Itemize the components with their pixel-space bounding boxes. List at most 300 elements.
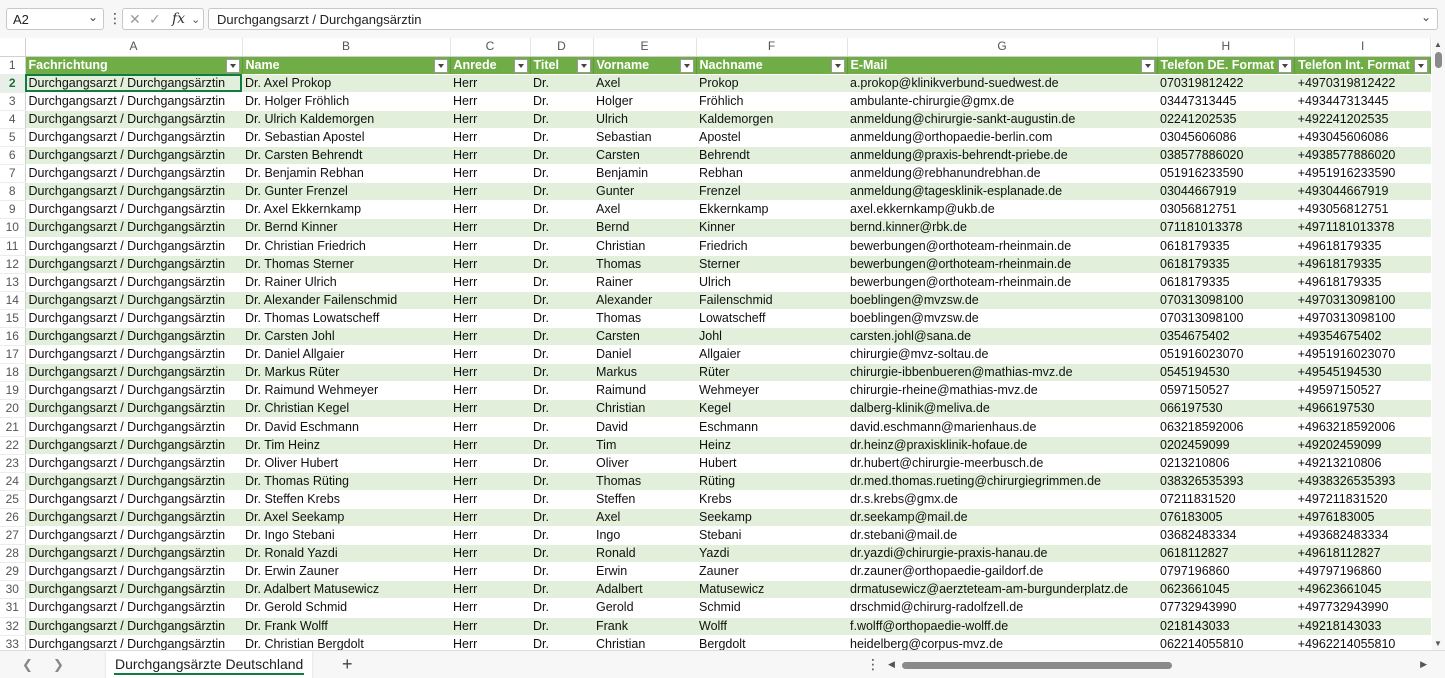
table-cell[interactable]: +49618179335: [1295, 273, 1431, 291]
table-cell[interactable]: Dr.: [530, 309, 593, 327]
next-sheet-icon[interactable]: ❯: [53, 657, 64, 672]
table-cell[interactable]: Herr: [450, 436, 530, 454]
table-cell[interactable]: Ulrich: [696, 273, 847, 291]
table-cell[interactable]: Herr: [450, 201, 530, 219]
table-header-cell[interactable]: [696, 56, 847, 74]
table-cell[interactable]: Dr. Thomas Sterner: [242, 255, 450, 273]
table-cell[interactable]: 076183005: [1157, 508, 1295, 526]
table-cell[interactable]: Dr. Christian Bergdolt: [242, 635, 450, 650]
table-cell[interactable]: Herr: [450, 328, 530, 346]
table-cell[interactable]: Dr. Thomas Rüting: [242, 472, 450, 490]
table-cell[interactable]: Fröhlich: [696, 92, 847, 110]
table-cell[interactable]: Dr. Bernd Kinner: [242, 219, 450, 237]
table-cell[interactable]: Herr: [450, 400, 530, 418]
column-header-h[interactable]: H: [1157, 38, 1295, 56]
table-cell[interactable]: Wolff: [696, 617, 847, 635]
table-cell[interactable]: Dr.: [530, 382, 593, 400]
row-number[interactable]: 18: [0, 364, 25, 382]
table-cell[interactable]: Rüter: [696, 364, 847, 382]
table-cell[interactable]: Axel: [593, 74, 696, 92]
table-cell[interactable]: Alexander: [593, 291, 696, 309]
table-cell[interactable]: +493447313445: [1295, 92, 1431, 110]
table-cell[interactable]: Rebhan: [696, 165, 847, 183]
row-number[interactable]: 6: [0, 147, 25, 165]
table-cell[interactable]: Herr: [450, 599, 530, 617]
row-number[interactable]: 11: [0, 237, 25, 255]
filter-dropdown-icon[interactable]: [226, 59, 240, 73]
table-cell[interactable]: 0545194530: [1157, 364, 1295, 382]
table-cell[interactable]: 066197530: [1157, 400, 1295, 418]
table-cell[interactable]: +49618112827: [1295, 545, 1431, 563]
table-cell[interactable]: 038577886020: [1157, 147, 1295, 165]
table-cell[interactable]: Steffen: [593, 490, 696, 508]
table-cell[interactable]: +493044667919: [1295, 183, 1431, 201]
table-cell[interactable]: Dr.: [530, 165, 593, 183]
table-cell[interactable]: Herr: [450, 454, 530, 472]
table-cell[interactable]: Benjamin: [593, 165, 696, 183]
table-cell[interactable]: Hubert: [696, 454, 847, 472]
table-cell[interactable]: bernd.kinner@rbk.de: [847, 219, 1157, 237]
row-number[interactable]: 16: [0, 328, 25, 346]
row-number[interactable]: 32: [0, 617, 25, 635]
table-cell[interactable]: +493045606086: [1295, 128, 1431, 146]
table-cell[interactable]: Herr: [450, 92, 530, 110]
table-cell[interactable]: 063218592006: [1157, 418, 1295, 436]
table-cell[interactable]: Dr.: [530, 400, 593, 418]
table-cell[interactable]: 0213210806: [1157, 454, 1295, 472]
table-cell[interactable]: Oliver: [593, 454, 696, 472]
table-cell[interactable]: Dr.: [530, 545, 593, 563]
row-number[interactable]: 21: [0, 418, 25, 436]
table-cell[interactable]: Eschmann: [696, 418, 847, 436]
table-cell[interactable]: Dr. Steffen Krebs: [242, 490, 450, 508]
table-cell[interactable]: Dr. Oliver Hubert: [242, 454, 450, 472]
active-cell[interactable]: Durchgangsarzt / Durchgangsärztin: [25, 74, 242, 92]
table-cell[interactable]: 070313098100: [1157, 291, 1295, 309]
name-box[interactable]: [6, 8, 104, 30]
table-cell[interactable]: Carsten: [593, 147, 696, 165]
table-cell[interactable]: Dr. Benjamin Rebhan: [242, 165, 450, 183]
table-cell[interactable]: Dr.: [530, 219, 593, 237]
vertical-scrollbar[interactable]: [1432, 38, 1445, 650]
table-cell[interactable]: 07732943990: [1157, 599, 1295, 617]
table-cell[interactable]: Heinz: [696, 436, 847, 454]
scroll-down-icon[interactable]: ▼: [1434, 639, 1442, 648]
prev-sheet-icon[interactable]: ❮: [22, 657, 33, 672]
table-cell[interactable]: Zauner: [696, 563, 847, 581]
table-cell[interactable]: 0618179335: [1157, 273, 1295, 291]
table-cell[interactable]: Raimund: [593, 382, 696, 400]
table-cell[interactable]: chirurgie-ibbenbueren@mathias-mvz.de: [847, 364, 1157, 382]
cancel-icon[interactable]: ✕: [129, 11, 141, 27]
table-cell[interactable]: Kegel: [696, 400, 847, 418]
table-cell[interactable]: Durchgangsarzt / Durchgangsärztin: [25, 201, 242, 219]
table-cell[interactable]: Dr.: [530, 508, 593, 526]
table-cell[interactable]: Dr. David Eschmann: [242, 418, 450, 436]
table-cell[interactable]: Dr. Holger Fröhlich: [242, 92, 450, 110]
table-cell[interactable]: Herr: [450, 110, 530, 128]
table-cell[interactable]: Dr. Rainer Ulrich: [242, 273, 450, 291]
table-cell[interactable]: Dr.: [530, 635, 593, 650]
table-cell[interactable]: +49213210806: [1295, 454, 1431, 472]
table-cell[interactable]: Durchgangsarzt / Durchgangsärztin: [25, 165, 242, 183]
column-header-c[interactable]: C: [450, 38, 530, 56]
scroll-up-icon[interactable]: ▲: [1434, 40, 1442, 49]
table-cell[interactable]: Herr: [450, 490, 530, 508]
table-cell[interactable]: +4938577886020: [1295, 147, 1431, 165]
row-number[interactable]: 22: [0, 436, 25, 454]
column-header-b[interactable]: B: [242, 38, 450, 56]
table-cell[interactable]: Herr: [450, 255, 530, 273]
table-cell[interactable]: +4951916233590: [1295, 165, 1431, 183]
table-cell[interactable]: Durchgangsarzt / Durchgangsärztin: [25, 545, 242, 563]
table-cell[interactable]: Durchgangsarzt / Durchgangsärztin: [25, 599, 242, 617]
table-cell[interactable]: Dr. Thomas Lowatscheff: [242, 309, 450, 327]
table-cell[interactable]: +493682483334: [1295, 527, 1431, 545]
filter-dropdown-icon[interactable]: [680, 59, 694, 73]
table-cell[interactable]: 03045606086: [1157, 128, 1295, 146]
row-number[interactable]: 15: [0, 309, 25, 327]
table-cell[interactable]: 038326535393: [1157, 472, 1295, 490]
table-cell[interactable]: +49623661045: [1295, 581, 1431, 599]
scroll-right-icon[interactable]: ▶: [1420, 659, 1427, 669]
table-cell[interactable]: Durchgangsarzt / Durchgangsärztin: [25, 219, 242, 237]
horizontal-scroll-thumb[interactable]: [902, 662, 1172, 669]
table-cell[interactable]: +4970313098100: [1295, 309, 1431, 327]
table-cell[interactable]: Christian: [593, 237, 696, 255]
table-cell[interactable]: Durchgangsarzt / Durchgangsärztin: [25, 309, 242, 327]
table-cell[interactable]: Durchgangsarzt / Durchgangsärztin: [25, 291, 242, 309]
table-cell[interactable]: ambulante-chirurgie@gmx.de: [847, 92, 1157, 110]
table-cell[interactable]: Failenschmid: [696, 291, 847, 309]
formula-input[interactable]: [208, 8, 1438, 30]
table-cell[interactable]: Herr: [450, 291, 530, 309]
column-header-g[interactable]: G: [847, 38, 1157, 56]
table-cell[interactable]: dr.med.thomas.rueting@chirurgiegrimmen.de: [847, 472, 1157, 490]
table-cell[interactable]: Durchgangsarzt / Durchgangsärztin: [25, 128, 242, 146]
table-cell[interactable]: anmeldung@chirurgie-sankt-augustin.de: [847, 110, 1157, 128]
table-cell[interactable]: Christian: [593, 400, 696, 418]
table-cell[interactable]: +497732943990: [1295, 599, 1431, 617]
table-header-cell[interactable]: [1295, 56, 1431, 74]
table-cell[interactable]: Holger: [593, 92, 696, 110]
row-number[interactable]: 17: [0, 346, 25, 364]
table-cell[interactable]: Bergdolt: [696, 635, 847, 650]
table-cell[interactable]: 0623661045: [1157, 581, 1295, 599]
table-cell[interactable]: Ulrich: [593, 110, 696, 128]
table-cell[interactable]: Rüting: [696, 472, 847, 490]
table-cell[interactable]: +4970313098100: [1295, 291, 1431, 309]
table-cell[interactable]: Dr.: [530, 454, 593, 472]
row-number[interactable]: 7: [0, 165, 25, 183]
table-cell[interactable]: Dr.: [530, 490, 593, 508]
table-cell[interactable]: Durchgangsarzt / Durchgangsärztin: [25, 635, 242, 650]
table-cell[interactable]: 03682483334: [1157, 527, 1295, 545]
table-cell[interactable]: Sebastian: [593, 128, 696, 146]
table-cell[interactable]: Allgaier: [696, 346, 847, 364]
table-cell[interactable]: Dr.: [530, 328, 593, 346]
row-number[interactable]: 4: [0, 110, 25, 128]
row-number[interactable]: 8: [0, 183, 25, 201]
row-number[interactable]: 24: [0, 472, 25, 490]
table-cell[interactable]: 0597150527: [1157, 382, 1295, 400]
table-cell[interactable]: Herr: [450, 364, 530, 382]
table-cell[interactable]: Rainer: [593, 273, 696, 291]
table-cell[interactable]: +49618179335: [1295, 255, 1431, 273]
table-cell[interactable]: Dr. Ulrich Kaldemorgen: [242, 110, 450, 128]
table-header-cell[interactable]: [242, 56, 450, 74]
table-cell[interactable]: Matusewicz: [696, 581, 847, 599]
sheet-tab-active[interactable]: [106, 651, 312, 678]
table-cell[interactable]: Dr. Axel Seekamp: [242, 508, 450, 526]
row-number[interactable]: 2: [0, 74, 25, 92]
table-cell[interactable]: 0618179335: [1157, 237, 1295, 255]
table-cell[interactable]: anmeldung@tagesklinik-esplanade.de: [847, 183, 1157, 201]
table-cell[interactable]: Durchgangsarzt / Durchgangsärztin: [25, 382, 242, 400]
table-cell[interactable]: +493056812751: [1295, 201, 1431, 219]
table-cell[interactable]: Dr. Axel Ekkernkamp: [242, 201, 450, 219]
table-cell[interactable]: a.prokop@klinikverbund-suedwest.de: [847, 74, 1157, 92]
table-cell[interactable]: Dr. Frank Wolff: [242, 617, 450, 635]
function-chevron-icon[interactable]: ⌄: [191, 14, 201, 26]
table-cell[interactable]: Herr: [450, 147, 530, 165]
table-cell[interactable]: Dr.: [530, 273, 593, 291]
row-number[interactable]: 9: [0, 201, 25, 219]
table-cell[interactable]: anmeldung@orthopaedie-berlin.com: [847, 128, 1157, 146]
table-cell[interactable]: Adalbert: [593, 581, 696, 599]
table-cell[interactable]: 0618112827: [1157, 545, 1295, 563]
sheet-grid[interactable]: [0, 38, 1432, 650]
table-cell[interactable]: Herr: [450, 219, 530, 237]
table-header-cell[interactable]: [530, 56, 593, 74]
table-cell[interactable]: Durchgangsarzt / Durchgangsärztin: [25, 527, 242, 545]
table-cell[interactable]: Dr.: [530, 472, 593, 490]
table-cell[interactable]: Herr: [450, 527, 530, 545]
table-cell[interactable]: 071181013378: [1157, 219, 1295, 237]
table-cell[interactable]: Herr: [450, 183, 530, 201]
table-cell[interactable]: bewerbungen@orthoteam-rheinmain.de: [847, 273, 1157, 291]
table-cell[interactable]: +497211831520: [1295, 490, 1431, 508]
table-cell[interactable]: Axel: [593, 508, 696, 526]
table-cell[interactable]: +4963218592006: [1295, 418, 1431, 436]
table-cell[interactable]: 0218143033: [1157, 617, 1295, 635]
tab-options-icon[interactable]: ⋮: [866, 656, 880, 672]
table-cell[interactable]: +4966197530: [1295, 400, 1431, 418]
table-cell[interactable]: dr.zauner@orthopaedie-gaildorf.de: [847, 563, 1157, 581]
table-cell[interactable]: Ekkernkamp: [696, 201, 847, 219]
row-number[interactable]: 25: [0, 490, 25, 508]
table-cell[interactable]: Herr: [450, 581, 530, 599]
table-cell[interactable]: Dr.: [530, 291, 593, 309]
table-cell[interactable]: Durchgangsarzt / Durchgangsärztin: [25, 183, 242, 201]
table-cell[interactable]: Frank: [593, 617, 696, 635]
table-cell[interactable]: Prokop: [696, 74, 847, 92]
table-cell[interactable]: Dr.: [530, 147, 593, 165]
table-cell[interactable]: Herr: [450, 237, 530, 255]
row-number[interactable]: 14: [0, 291, 25, 309]
table-cell[interactable]: Herr: [450, 635, 530, 650]
table-cell[interactable]: 051916023070: [1157, 346, 1295, 364]
table-cell[interactable]: Thomas: [593, 472, 696, 490]
table-cell[interactable]: dr.stebani@mail.de: [847, 527, 1157, 545]
row-number[interactable]: 20: [0, 400, 25, 418]
table-cell[interactable]: Durchgangsarzt / Durchgangsärztin: [25, 490, 242, 508]
table-cell[interactable]: Yazdi: [696, 545, 847, 563]
table-cell[interactable]: 0202459099: [1157, 436, 1295, 454]
table-cell[interactable]: Herr: [450, 382, 530, 400]
table-cell[interactable]: Bernd: [593, 219, 696, 237]
table-cell[interactable]: Durchgangsarzt / Durchgangsärztin: [25, 400, 242, 418]
table-cell[interactable]: Carsten: [593, 328, 696, 346]
table-cell[interactable]: Gerold: [593, 599, 696, 617]
table-cell[interactable]: Herr: [450, 545, 530, 563]
table-cell[interactable]: Gunter: [593, 183, 696, 201]
table-cell[interactable]: +49202459099: [1295, 436, 1431, 454]
table-cell[interactable]: dalberg-klinik@meliva.de: [847, 400, 1157, 418]
table-cell[interactable]: Herr: [450, 346, 530, 364]
table-cell[interactable]: Stebani: [696, 527, 847, 545]
filter-dropdown-icon[interactable]: [1141, 59, 1155, 73]
table-cell[interactable]: Dr.: [530, 92, 593, 110]
table-cell[interactable]: Dr.: [530, 110, 593, 128]
table-cell[interactable]: 0618179335: [1157, 255, 1295, 273]
table-cell[interactable]: Erwin: [593, 563, 696, 581]
table-cell[interactable]: Dr.: [530, 183, 593, 201]
table-cell[interactable]: 0354675402: [1157, 328, 1295, 346]
table-cell[interactable]: Dr. Daniel Allgaier: [242, 346, 450, 364]
table-cell[interactable]: Durchgangsarzt / Durchgangsärztin: [25, 436, 242, 454]
row-number[interactable]: 13: [0, 273, 25, 291]
table-cell[interactable]: carsten.johl@sana.de: [847, 328, 1157, 346]
table-cell[interactable]: Herr: [450, 273, 530, 291]
table-cell[interactable]: Dr. Markus Rüter: [242, 364, 450, 382]
table-cell[interactable]: Kaldemorgen: [696, 110, 847, 128]
table-cell[interactable]: Dr.: [530, 74, 593, 92]
table-cell[interactable]: Herr: [450, 472, 530, 490]
table-cell[interactable]: Dr. Adalbert Matusewicz: [242, 581, 450, 599]
table-cell[interactable]: Durchgangsarzt / Durchgangsärztin: [25, 273, 242, 291]
horizontal-scrollbar[interactable]: [884, 659, 1429, 671]
table-cell[interactable]: Herr: [450, 309, 530, 327]
table-cell[interactable]: Dr. Sebastian Apostel: [242, 128, 450, 146]
table-cell[interactable]: 070319812422: [1157, 74, 1295, 92]
scroll-left-icon[interactable]: ◀: [888, 659, 895, 669]
table-cell[interactable]: Durchgangsarzt / Durchgangsärztin: [25, 472, 242, 490]
filter-dropdown-icon[interactable]: [1278, 59, 1292, 73]
expand-formula-icon[interactable]: ⌄: [1420, 10, 1431, 24]
filter-dropdown-icon[interactable]: [514, 59, 528, 73]
table-cell[interactable]: Apostel: [696, 128, 847, 146]
table-cell[interactable]: +4951916023070: [1295, 346, 1431, 364]
table-cell[interactable]: boeblingen@mvzsw.de: [847, 291, 1157, 309]
table-cell[interactable]: Dr.: [530, 527, 593, 545]
table-cell[interactable]: Thomas: [593, 255, 696, 273]
table-cell[interactable]: Herr: [450, 418, 530, 436]
table-cell[interactable]: Daniel: [593, 346, 696, 364]
table-cell[interactable]: Wehmeyer: [696, 382, 847, 400]
select-all-corner[interactable]: [0, 38, 25, 56]
table-cell[interactable]: 02241202535: [1157, 110, 1295, 128]
table-cell[interactable]: david.eschmann@marienhaus.de: [847, 418, 1157, 436]
column-header-i[interactable]: I: [1295, 38, 1431, 56]
column-header-d[interactable]: D: [530, 38, 593, 56]
table-cell[interactable]: Durchgangsarzt / Durchgangsärztin: [25, 346, 242, 364]
table-cell[interactable]: bewerbungen@orthoteam-rheinmain.de: [847, 237, 1157, 255]
table-cell[interactable]: Durchgangsarzt / Durchgangsärztin: [25, 237, 242, 255]
table-cell[interactable]: Dr.: [530, 128, 593, 146]
table-cell[interactable]: Durchgangsarzt / Durchgangsärztin: [25, 110, 242, 128]
table-cell[interactable]: +49797196860: [1295, 563, 1431, 581]
table-cell[interactable]: Axel: [593, 201, 696, 219]
more-options-icon[interactable]: ⋮: [108, 10, 122, 26]
table-cell[interactable]: Friedrich: [696, 237, 847, 255]
table-cell[interactable]: Dr. Carsten Johl: [242, 328, 450, 346]
table-cell[interactable]: Dr. Gerold Schmid: [242, 599, 450, 617]
row-number[interactable]: 3: [0, 92, 25, 110]
table-header-cell[interactable]: [1157, 56, 1295, 74]
table-cell[interactable]: dr.seekamp@mail.de: [847, 508, 1157, 526]
column-header-e[interactable]: E: [593, 38, 696, 56]
chevron-down-icon[interactable]: ⌄: [87, 10, 98, 24]
table-cell[interactable]: 070313098100: [1157, 309, 1295, 327]
table-cell[interactable]: drmatusewicz@aerzteteam-am-burgunderplatz.de: [847, 581, 1157, 599]
table-cell[interactable]: Dr. Tim Heinz: [242, 436, 450, 454]
row-number[interactable]: 26: [0, 508, 25, 526]
table-cell[interactable]: Dr.: [530, 201, 593, 219]
confirm-icon[interactable]: ✓: [149, 11, 161, 27]
table-header-cell[interactable]: [450, 56, 530, 74]
row-number[interactable]: 19: [0, 382, 25, 400]
table-cell[interactable]: Frenzel: [696, 183, 847, 201]
row-number[interactable]: 28: [0, 545, 25, 563]
table-cell[interactable]: Kinner: [696, 219, 847, 237]
row-number[interactable]: 10: [0, 219, 25, 237]
table-cell[interactable]: Krebs: [696, 490, 847, 508]
table-cell[interactable]: Thomas: [593, 309, 696, 327]
add-sheet-icon[interactable]: +: [342, 654, 353, 674]
table-cell[interactable]: dr.yazdi@chirurgie-praxis-hanau.de: [847, 545, 1157, 563]
table-cell[interactable]: David: [593, 418, 696, 436]
table-cell[interactable]: Durchgangsarzt / Durchgangsärztin: [25, 581, 242, 599]
table-cell[interactable]: anmeldung@rebhanundrebhan.de: [847, 165, 1157, 183]
table-header-cell[interactable]: [25, 56, 242, 74]
table-cell[interactable]: Dr. Erwin Zauner: [242, 563, 450, 581]
table-cell[interactable]: Dr.: [530, 346, 593, 364]
table-cell[interactable]: 03447313445: [1157, 92, 1295, 110]
table-cell[interactable]: Herr: [450, 563, 530, 581]
table-cell[interactable]: Dr. Alexander Failenschmid: [242, 291, 450, 309]
table-cell[interactable]: Herr: [450, 128, 530, 146]
table-cell[interactable]: Dr.: [530, 581, 593, 599]
table-cell[interactable]: Ingo: [593, 527, 696, 545]
table-cell[interactable]: Herr: [450, 508, 530, 526]
table-cell[interactable]: +4971181013378: [1295, 219, 1431, 237]
filter-dropdown-icon[interactable]: [831, 59, 845, 73]
column-header-f[interactable]: F: [696, 38, 847, 56]
table-cell[interactable]: Johl: [696, 328, 847, 346]
table-cell[interactable]: +49618179335: [1295, 237, 1431, 255]
table-cell[interactable]: 03044667919: [1157, 183, 1295, 201]
table-cell[interactable]: chirurgie-rheine@mathias-mvz.de: [847, 382, 1157, 400]
table-cell[interactable]: bewerbungen@orthoteam-rheinmain.de: [847, 255, 1157, 273]
table-cell[interactable]: 07211831520: [1157, 490, 1295, 508]
table-cell[interactable]: Durchgangsarzt / Durchgangsärztin: [25, 255, 242, 273]
insert-function-icon[interactable]: fx: [172, 11, 186, 27]
table-cell[interactable]: heidelberg@corpus-mvz.de: [847, 635, 1157, 650]
row-number[interactable]: 1: [0, 56, 25, 74]
table-cell[interactable]: dr.hubert@chirurgie-meerbusch.de: [847, 454, 1157, 472]
table-cell[interactable]: +49354675402: [1295, 328, 1431, 346]
